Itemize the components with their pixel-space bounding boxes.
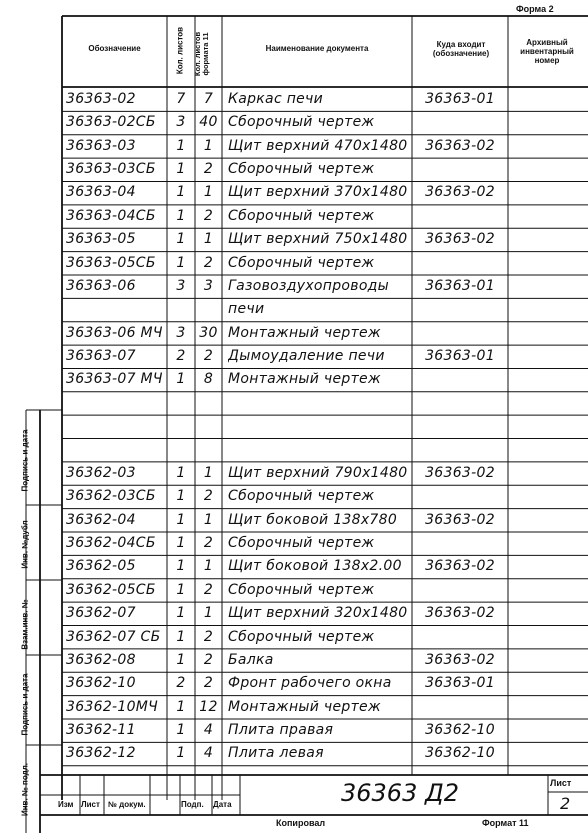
cell-sheets-format11: 1 bbox=[203, 511, 214, 528]
cell-where-included: 36363-02 bbox=[425, 137, 495, 154]
table-row bbox=[0, 462, 588, 485]
table-row bbox=[0, 626, 588, 649]
cell-where-included: 36362-10 bbox=[425, 745, 495, 762]
table-row bbox=[0, 532, 588, 555]
cell-sheets-count: 2 bbox=[176, 675, 186, 692]
cell-doc-name: Щит боковой 138х2.00 bbox=[228, 558, 402, 575]
form-label: Форма 2 bbox=[516, 4, 554, 14]
table-row bbox=[0, 228, 588, 251]
cell-designation: 36362-10МЧ bbox=[66, 698, 159, 715]
cell-designation: 36362-04 bbox=[66, 511, 136, 528]
cell-designation: 36362-12 bbox=[66, 745, 136, 762]
cell-sheets-count: 1 bbox=[176, 464, 186, 481]
table-row bbox=[0, 439, 588, 462]
cell-doc-name: Монтажный чертеж bbox=[228, 324, 381, 341]
cell-where-included: 36362-10 bbox=[425, 721, 495, 738]
header-where-included: Куда входит (обозначение) bbox=[432, 40, 490, 58]
side-label-sign-date-bottom: Подпись и дата bbox=[20, 673, 30, 736]
cell-designation: 36362-05СБ bbox=[66, 581, 156, 598]
table-row bbox=[0, 368, 588, 391]
cell-doc-name: Щит верхний 320х1480 bbox=[228, 605, 408, 622]
table-row bbox=[0, 742, 588, 765]
cell-sheets-count: 1 bbox=[176, 254, 186, 271]
footer-format: Формат 11 bbox=[482, 818, 529, 828]
cell-where-included: 36363-01 bbox=[425, 348, 495, 365]
cell-sheets-count: 1 bbox=[176, 698, 186, 715]
cell-designation: 36362-07 СБ bbox=[66, 628, 161, 645]
cell-where-included: 36363-01 bbox=[425, 91, 495, 107]
cell-sheets-count: 1 bbox=[176, 371, 186, 388]
table-row bbox=[0, 485, 588, 508]
cell-doc-name: Сборочный чертеж bbox=[228, 488, 375, 505]
cell-sheets-format11: 2 bbox=[203, 488, 214, 505]
cell-doc-name: Сборочный чертеж bbox=[228, 114, 375, 131]
cell-doc-name: Газовоздухопроводы bbox=[228, 277, 390, 294]
cell-sheets-format11: 2 bbox=[203, 675, 214, 692]
cell-sheets-format11: 2 bbox=[203, 348, 214, 365]
cell-doc-name: Сборочный чертеж bbox=[228, 628, 375, 645]
cell-doc-name: Плита правая bbox=[228, 721, 334, 738]
cell-sheets-count: 1 bbox=[176, 535, 186, 552]
cell-where-included: 36363-02 bbox=[425, 511, 495, 528]
cell-sheets-count: 2 bbox=[176, 348, 186, 365]
cell-doc-name: Сборочный чертеж bbox=[228, 254, 375, 271]
table-row bbox=[0, 719, 588, 742]
cell-sheets-format11: 2 bbox=[203, 161, 214, 178]
cell-designation: 36362-03 bbox=[66, 464, 136, 481]
cell-doc-name: Фронт рабочего окна bbox=[228, 675, 392, 692]
cell-where-included: 36363-02 bbox=[425, 231, 495, 248]
cell-designation: 36363-07 bbox=[66, 348, 136, 365]
cell-where-included: 36363-01 bbox=[425, 277, 495, 294]
cell-sheets-format11: 4 bbox=[203, 721, 214, 738]
cell-sheets-format11: 2 bbox=[203, 651, 214, 668]
cell-sheets-format11: 1 bbox=[203, 464, 214, 481]
cell-sheets-format11: 1 bbox=[203, 137, 214, 154]
cell-sheets-format11: 40 bbox=[199, 114, 218, 131]
table-row bbox=[0, 298, 588, 321]
cell-where-included: 36363-02 bbox=[425, 558, 495, 575]
cell-doc-name: печи bbox=[228, 301, 265, 318]
cell-sheets-count: 1 bbox=[176, 137, 186, 154]
table-row bbox=[0, 649, 588, 672]
cell-sheets-format11: 30 bbox=[199, 324, 218, 341]
cell-designation: 36363-06 bbox=[66, 277, 136, 294]
cell-sheets-count: 3 bbox=[176, 114, 186, 131]
table-row bbox=[0, 509, 588, 532]
table-row bbox=[0, 181, 588, 204]
cell-sheets-count: 1 bbox=[176, 721, 186, 738]
table-row bbox=[0, 602, 588, 625]
cell-designation: 36362-04СБ bbox=[66, 535, 156, 552]
cell-sheets-format11: 2 bbox=[203, 207, 214, 224]
cell-doc-name: Щит боковой 138х780 bbox=[228, 511, 398, 528]
cell-designation: 36363-02 bbox=[66, 91, 136, 107]
header-sheets-format11: Кол. листов формата 11 bbox=[193, 31, 210, 77]
cell-where-included: 36363-02 bbox=[425, 464, 495, 481]
table-row bbox=[0, 88, 588, 111]
table-row bbox=[0, 158, 588, 181]
cell-doc-name: Щит верхний 470х1480 bbox=[228, 137, 408, 154]
tb-col-doc: № докум. bbox=[108, 800, 146, 809]
table-row bbox=[0, 322, 588, 345]
cell-sheets-format11: 3 bbox=[203, 277, 214, 294]
cell-doc-name: Сборочный чертеж bbox=[228, 161, 375, 178]
side-label-inv-dubl: Инв. №дубл bbox=[20, 520, 30, 569]
tb-col-izm: Изм bbox=[58, 800, 74, 809]
cell-designation: 36363-05СБ bbox=[66, 254, 156, 271]
cell-sheets-count: 1 bbox=[176, 488, 186, 505]
cell-sheets-count: 1 bbox=[176, 558, 186, 575]
cell-doc-name: Дымоудаление печи bbox=[228, 348, 385, 365]
table-row bbox=[0, 111, 588, 134]
cell-sheets-format11: 1 bbox=[203, 558, 214, 575]
cell-doc-name: Сборочный чертеж bbox=[228, 207, 375, 224]
tb-col-podp: Подп. bbox=[181, 800, 204, 809]
table-row bbox=[0, 555, 588, 578]
cell-where-included: 36363-02 bbox=[425, 605, 495, 622]
header-sheets-count: Кол. листов bbox=[175, 26, 185, 75]
cell-sheets-format11: 1 bbox=[203, 184, 214, 201]
side-label-inv-podl: Инв. № подл. bbox=[20, 762, 30, 817]
cell-sheets-count: 1 bbox=[176, 511, 186, 528]
cell-sheets-format11: 1 bbox=[203, 231, 214, 248]
cell-sheets-count: 1 bbox=[176, 184, 186, 201]
header-doc-name: Наименование документа bbox=[265, 44, 369, 53]
cell-doc-name: Балка bbox=[228, 651, 274, 668]
table-row bbox=[0, 415, 588, 438]
cell-sheets-count: 1 bbox=[176, 651, 186, 668]
tb-col-date: Дата bbox=[213, 800, 232, 809]
table-row bbox=[0, 672, 588, 695]
header-designation: Обозначение bbox=[88, 44, 141, 53]
footer-copied: Копировал bbox=[276, 818, 326, 828]
cell-sheets-format11: 7 bbox=[203, 91, 214, 107]
cell-designation: 36362-07 bbox=[66, 605, 136, 622]
cell-sheets-count: 1 bbox=[176, 745, 186, 762]
cell-designation: 36362-10 bbox=[66, 675, 136, 692]
cell-doc-name: Сборочный чертеж bbox=[228, 581, 375, 598]
cell-where-included: 36363-02 bbox=[425, 184, 495, 201]
cell-designation: 36362-05 bbox=[66, 558, 136, 575]
cell-designation: 36363-07 МЧ bbox=[66, 371, 163, 388]
cell-sheets-format11: 2 bbox=[203, 581, 214, 598]
cell-designation: 36363-04 bbox=[66, 184, 136, 201]
table-row bbox=[0, 696, 588, 719]
cell-sheets-format11: 8 bbox=[203, 371, 214, 388]
cell-sheets-count: 3 bbox=[176, 324, 186, 341]
cell-doc-name: Монтажный чертеж bbox=[228, 371, 381, 388]
cell-designation: 36362-11 bbox=[66, 721, 136, 738]
cell-designation: 36363-02СБ bbox=[66, 114, 156, 131]
cell-sheets-format11: 2 bbox=[203, 254, 214, 271]
cell-doc-name: Монтажный чертеж bbox=[228, 698, 381, 715]
cell-sheets-count: 1 bbox=[176, 161, 186, 178]
cell-sheets-count: 1 bbox=[176, 628, 186, 645]
cell-sheets-count: 3 bbox=[176, 277, 186, 294]
cell-sheets-count: 1 bbox=[176, 231, 186, 248]
cell-sheets-format11: 12 bbox=[199, 698, 218, 715]
cell-doc-name: Плита левая bbox=[228, 745, 324, 762]
cell-doc-name: Сборочный чертеж bbox=[228, 535, 375, 552]
cell-sheets-count: 7 bbox=[176, 91, 186, 107]
cell-sheets-count: 1 bbox=[176, 605, 186, 622]
cell-designation: 36362-03СБ bbox=[66, 488, 156, 505]
cell-where-included: 36363-01 bbox=[425, 675, 495, 692]
side-label-vzam-inv: Взам.инв. № bbox=[20, 599, 30, 650]
tb-col-list: Лист bbox=[81, 800, 100, 809]
cell-sheets-format11: 2 bbox=[203, 535, 214, 552]
cell-sheets-count: 1 bbox=[176, 581, 186, 598]
cell-sheets-count: 1 bbox=[176, 207, 186, 224]
side-label-sign-date-top: Подпись и дата bbox=[20, 429, 30, 492]
cell-sheets-format11: 4 bbox=[203, 745, 214, 762]
cell-doc-name: Щит верхний 790х1480 bbox=[228, 464, 408, 481]
cell-designation: 36363-06 МЧ bbox=[66, 324, 163, 341]
document-code: 36363 Д2 bbox=[341, 779, 459, 807]
table-row bbox=[0, 275, 588, 298]
cell-doc-name: Щит верхний 370х1480 bbox=[228, 184, 408, 201]
sheet-label: Лист bbox=[550, 778, 572, 788]
cell-doc-name: Каркас печи bbox=[228, 91, 324, 107]
table-row bbox=[0, 205, 588, 228]
cell-sheets-format11: 2 bbox=[203, 628, 214, 645]
cell-sheets-format11: 1 bbox=[203, 605, 214, 622]
cell-designation: 36363-04СБ bbox=[66, 207, 156, 224]
cell-where-included: 36363-02 bbox=[425, 651, 495, 668]
cell-designation: 36363-03СБ bbox=[66, 161, 156, 178]
header-archive-number: Архивный инвентарный номер bbox=[520, 38, 574, 65]
sheet-number: 2 bbox=[560, 794, 571, 813]
cell-designation: 36362-08 bbox=[66, 651, 136, 668]
cell-designation: 36363-05 bbox=[66, 231, 136, 248]
table-row bbox=[0, 135, 588, 158]
cell-designation: 36363-03 bbox=[66, 137, 136, 154]
table-row bbox=[0, 579, 588, 602]
cell-doc-name: Щит верхний 750х1480 bbox=[228, 231, 408, 248]
table-row bbox=[0, 345, 588, 368]
table-row bbox=[0, 392, 588, 415]
table-row bbox=[0, 252, 588, 275]
